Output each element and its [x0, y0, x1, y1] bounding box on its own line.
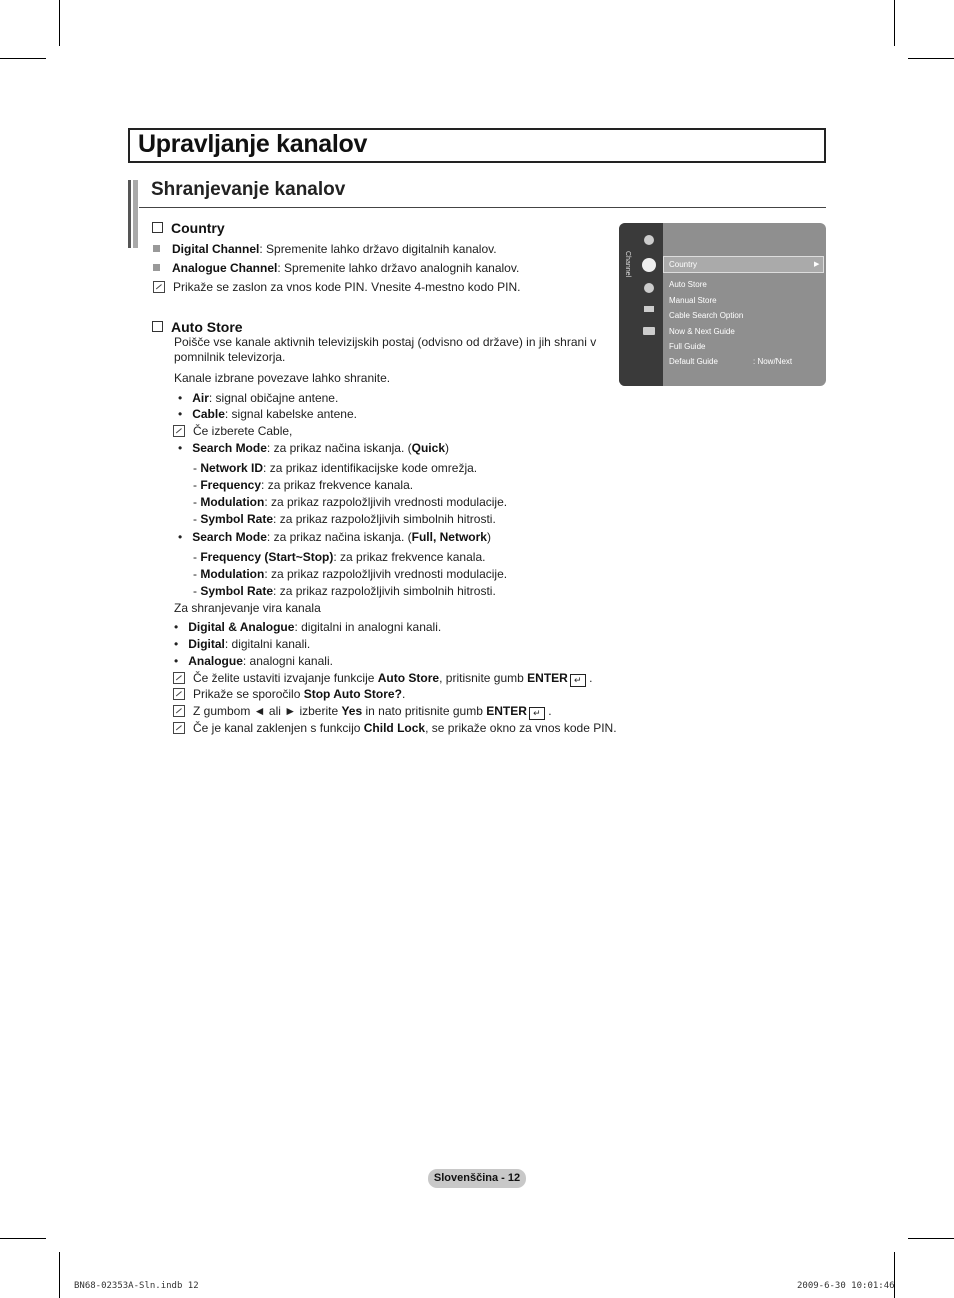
square-bullet-icon [153, 264, 160, 271]
section-bar [133, 180, 138, 248]
paragraph: Za shranjevanje vira kanala [174, 601, 321, 615]
tv-menu-item: Default Guide [669, 357, 718, 366]
paragraph: pomnilnik televizorja. [174, 350, 286, 364]
tv-menu-item-value: : Now/Next [753, 357, 793, 366]
sub-item: - Frequency: za prikaz frekvence kanala. [193, 478, 414, 492]
section-divider [139, 207, 826, 208]
note: Prikaže se sporočilo Stop Auto Store?. [173, 686, 405, 703]
crop-mark [908, 58, 954, 59]
note-icon [173, 722, 185, 734]
note-icon [173, 688, 185, 700]
list-item: Digital Channel: Spremenite lahko državo digitalnih kanalov. [153, 241, 497, 258]
page-number: Slovenščina - 12 [428, 1169, 526, 1188]
square-bullet-icon [153, 245, 160, 252]
note-icon [173, 425, 185, 437]
tv-menu-item: Country [669, 260, 698, 269]
enter-icon: ↵ [529, 707, 545, 720]
channel-icon [642, 258, 656, 272]
auto-store-heading: Auto Store [152, 319, 243, 335]
support-icon [643, 327, 655, 335]
list-item: • Air: signal običajne antene. [178, 391, 339, 405]
input-icon [644, 306, 654, 312]
crop-mark [894, 0, 895, 46]
page-title: Upravljanje kanalov [138, 130, 368, 158]
sub-item: - Symbol Rate: za prikaz razpoložljivih simbolnih hitrosti. [193, 512, 496, 526]
section-title: Shranjevanje kanalov [151, 179, 346, 200]
arrow-right-icon: ▶ [814, 261, 820, 268]
tv-menu-item: Now & Next Guide [669, 327, 735, 336]
imprint-right: 2009-6-30 10:01:46 [797, 1281, 895, 1291]
crop-mark [0, 1238, 46, 1239]
list-item: • Digital & Analogue: digitalni in analogni kanali. [174, 620, 442, 634]
sub-item: - Frequency (Start~Stop): za prikaz frekvence kanala. [193, 550, 486, 564]
crop-mark [59, 1252, 60, 1298]
tv-menu-screenshot [619, 223, 826, 386]
note-icon [173, 705, 185, 717]
country-heading: Country [152, 220, 225, 236]
note: Če izberete Cable, [173, 423, 292, 440]
sub-item: - Symbol Rate: za prikaz razpoložljivih simbolnih hitrosti. [193, 584, 496, 598]
section-bar [128, 180, 131, 248]
crop-mark [908, 1238, 954, 1239]
checkbox-icon [152, 222, 163, 233]
paragraph: Poišče vse kanale aktivnih televizijskih postaj (odvisno od države) in jih shrani v [174, 335, 597, 349]
list-item: • Analogue: analogni kanali. [174, 654, 333, 668]
tv-menu-item: Cable Search Option [669, 311, 744, 320]
crop-mark [894, 1252, 895, 1298]
checkbox-icon [152, 321, 163, 332]
picture-icon [644, 235, 654, 245]
list-item: • Search Mode: za prikaz načina iskanja. (Quick) [178, 441, 449, 455]
note: Z gumbom ◄ ali ► izberite Yes in nato pritisnite gumb ENTER ↵ . [173, 703, 552, 720]
tv-menu-item: Full Guide [669, 342, 706, 351]
list-item: • Search Mode: za prikaz načina iskanja. (Full, Network) [178, 530, 491, 544]
crop-mark [59, 0, 60, 46]
tv-menu-sidebar [619, 223, 663, 386]
list-item: • Cable: signal kabelske antene. [178, 407, 357, 421]
note: Prikaže se zaslon za vnos kode PIN. Vnesite 4-mestno kodo PIN. [153, 279, 521, 296]
paragraph: Kanale izbrane povezave lahko shranite. [174, 371, 391, 385]
imprint-left: BN68-02353A-Sln.indb 12 [74, 1281, 199, 1291]
list-item: Analogue Channel: Spremenite lahko državo analognih kanalov. [153, 260, 519, 277]
tv-menu-side-label: Channel [624, 251, 631, 278]
note-icon [153, 281, 165, 293]
note: Če je kanal zaklenjen s funkcijo Child Lock, se prikaže okno za vnos kode PIN. [173, 720, 617, 737]
enter-icon: ↵ [570, 674, 586, 687]
tv-menu-item: Manual Store [669, 296, 717, 305]
tv-menu-item: Auto Store [669, 280, 707, 289]
list-item: • Digital: digitalni kanali. [174, 637, 311, 651]
note: Če želite ustaviti izvajanje funkcije Auto Store, pritisnite gumb ENTER ↵ . [173, 670, 593, 687]
sub-item: - Network ID: za prikaz identifikacijske kode omrežja. [193, 461, 478, 475]
sub-item: - Modulation: za prikaz razpoložljivih vrednosti modulacije. [193, 495, 508, 509]
crop-mark [0, 58, 46, 59]
sub-item: - Modulation: za prikaz razpoložljivih vrednosti modulacije. [193, 567, 508, 581]
note-icon [173, 672, 185, 684]
setup-icon [644, 283, 654, 293]
